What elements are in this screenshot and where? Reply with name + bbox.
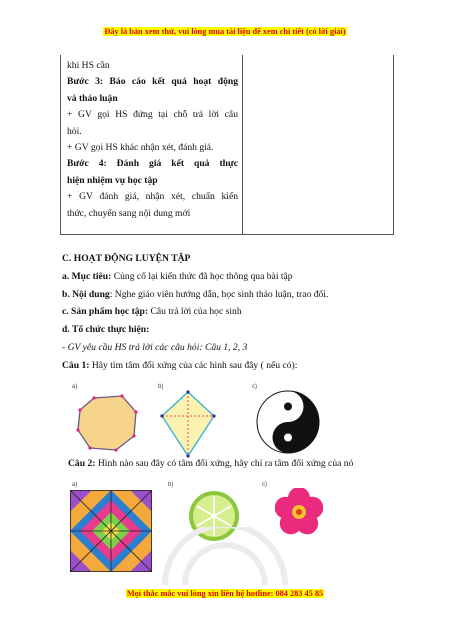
figure-label-a: a) [72, 384, 78, 390]
table-line: + GV đánh giá, nhận xét, chuẩn kiến [67, 191, 238, 203]
kite-figure [158, 388, 218, 460]
task-line: - GV yêu cầu HS trả lời các câu hỏi: Câu 1, 2, 3 [62, 341, 248, 353]
table-column-divider [242, 55, 243, 234]
step3-heading: Bước 3: Báo cáo kết quả hoạt động [67, 76, 238, 88]
mosaic-figure [70, 490, 152, 572]
section-heading: C. HOẠT ĐỘNG LUYỆN TẬP [62, 253, 191, 264]
figure-label-c: c) [252, 384, 257, 390]
content-line: b. Nội dung: Nghe giáo viên hướng dẫn, học sinh thảo luận, trao đổi. [62, 288, 329, 300]
product-line: c. Sản phẩm học tập: Câu trả lời của học sinh [62, 306, 242, 318]
yin-yang-figure [255, 389, 321, 455]
organization-line: d. Tổ chức thực hiện: [62, 324, 150, 336]
figure-label-a: a) [72, 482, 78, 488]
table-line: + GV gọi HS đứng tại chỗ trả lời câu [67, 109, 238, 121]
watermark-logo [155, 527, 295, 587]
activity-table [60, 55, 394, 235]
footer-hotline-note: Mọi thắc mắc vui lòng xin liên hệ hotline: 084 283 45 85 [126, 589, 324, 598]
step4-heading: Bước 4: Đánh giá kết quả thực [67, 158, 238, 170]
question-2: Câu 2: Hình nào sau đây có tâm đối xứng, hãy chỉ ra tâm đối xứng của nó [68, 458, 354, 469]
figure-label-c: c) [262, 482, 267, 488]
table-line: + GV gọi HS khác nhận xét, đánh giá. [67, 142, 214, 154]
practice-section [62, 250, 402, 375]
table-line: hỏi. [67, 125, 82, 137]
figure-label-b: b) [168, 482, 174, 488]
figure-label-b: b) [158, 384, 164, 390]
table-left-cell [67, 58, 238, 222]
step4-heading-cont: hiện nhiệm vụ học tập [67, 174, 158, 186]
header-preview-note: Đây là bản xem thử, vui lòng mua tài liệu để xem chi tiết (có lời giải) [104, 27, 346, 36]
question-1: Câu 1: Hãy tìm tâm đối xứng của các hình sau đây ( nếu có): [62, 359, 298, 371]
table-line: thức, chuyển sang nội dung mới [67, 207, 191, 219]
goal-line: a. Mục tiêu: Củng cố lại kiến thức đã học thông qua bài tập [62, 270, 293, 282]
step3-heading-cont: và thảo luận [67, 92, 118, 104]
octagon-figure [72, 390, 142, 456]
table-line: khi HS cần [67, 60, 110, 71]
